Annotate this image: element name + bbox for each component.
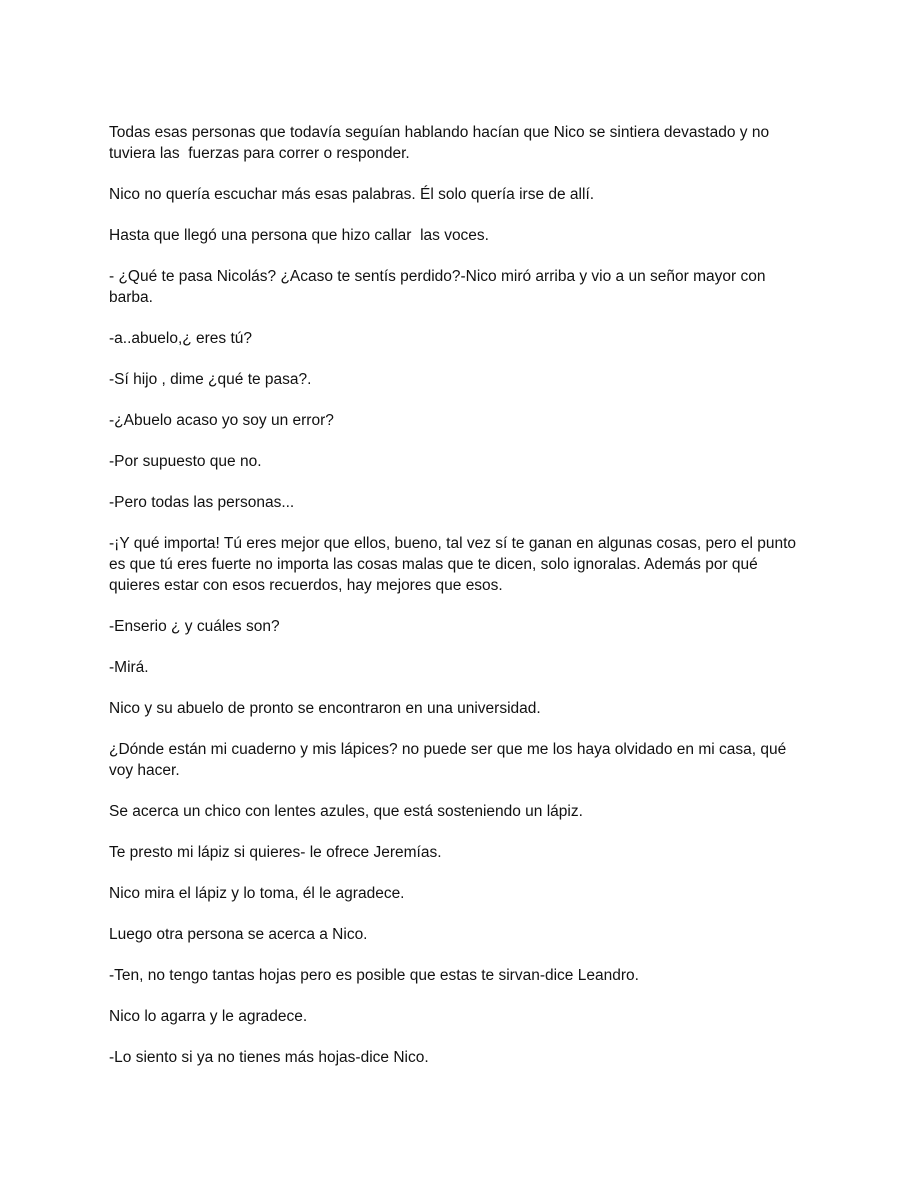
paragraph-1: Todas esas personas que todavía seguían hablando hacían que Nico se sintiera devastado y no tuviera las fuerzas para correr o responder. (109, 124, 774, 162)
paragraph-2: Nico no quería escuchar más esas palabras. Él solo quería irse de allí. (109, 186, 595, 203)
paragraph-14: ¿Dónde están mi cuaderno y mis lápices? no puede ser que me los haya olvidado en mi casa, qué voy hacer. (109, 741, 791, 779)
paragraph-9: -Pero todas las personas... (109, 494, 295, 511)
paragraph-3: Hasta que llegó una persona que hizo callar las voces. (109, 227, 489, 244)
paragraph-10: -¡Y qué importa! Tú eres mejor que ellos, bueno, tal vez sí te ganan en algunas cosas, pero el punto es que tú eres fuerte no importa las cosas malas que te dicen, solo ignoralas. Además por qué quieres estar con esos recuerdos, hay mejores que esos. (109, 535, 801, 594)
paragraph-16: Te presto mi lápiz si quieres- le ofrece Jeremías. (109, 844, 442, 861)
document-body (109, 122, 799, 1068)
paragraph-8: -Por supuesto que no. (109, 453, 262, 470)
paragraph-6: -Sí hijo , dime ¿qué te pasa?. (109, 371, 312, 388)
paragraph-11: -Enserio ¿ y cuáles son? (109, 618, 280, 635)
paragraph-19: -Ten, no tengo tantas hojas pero es posible que estas te sirvan-dice Leandro. (109, 967, 639, 984)
paragraph-18: Luego otra persona se acerca a Nico. (109, 926, 368, 943)
paragraph-13: Nico y su abuelo de pronto se encontraron en una universidad. (109, 700, 541, 717)
paragraph-12: -Mirá. (109, 659, 149, 676)
paragraph-7: -¿Abuelo acaso yo soy un error? (109, 412, 334, 429)
paragraph-20: Nico lo agarra y le agradece. (109, 1008, 308, 1025)
paragraph-5: -a..abuelo,¿ eres tú? (109, 330, 253, 347)
paragraph-15: Se acerca un chico con lentes azules, que está sosteniendo un lápiz. (109, 803, 583, 820)
paragraph-17: Nico mira el lápiz y lo toma, él le agradece. (109, 885, 405, 902)
paragraph-21: -Lo siento si ya no tienes más hojas-dice Nico. (109, 1049, 429, 1066)
paragraph-4: - ¿Qué te pasa Nicolás? ¿Acaso te sentís perdido?-Nico miró arriba y vio a un señor mayor con barba. (109, 268, 770, 306)
